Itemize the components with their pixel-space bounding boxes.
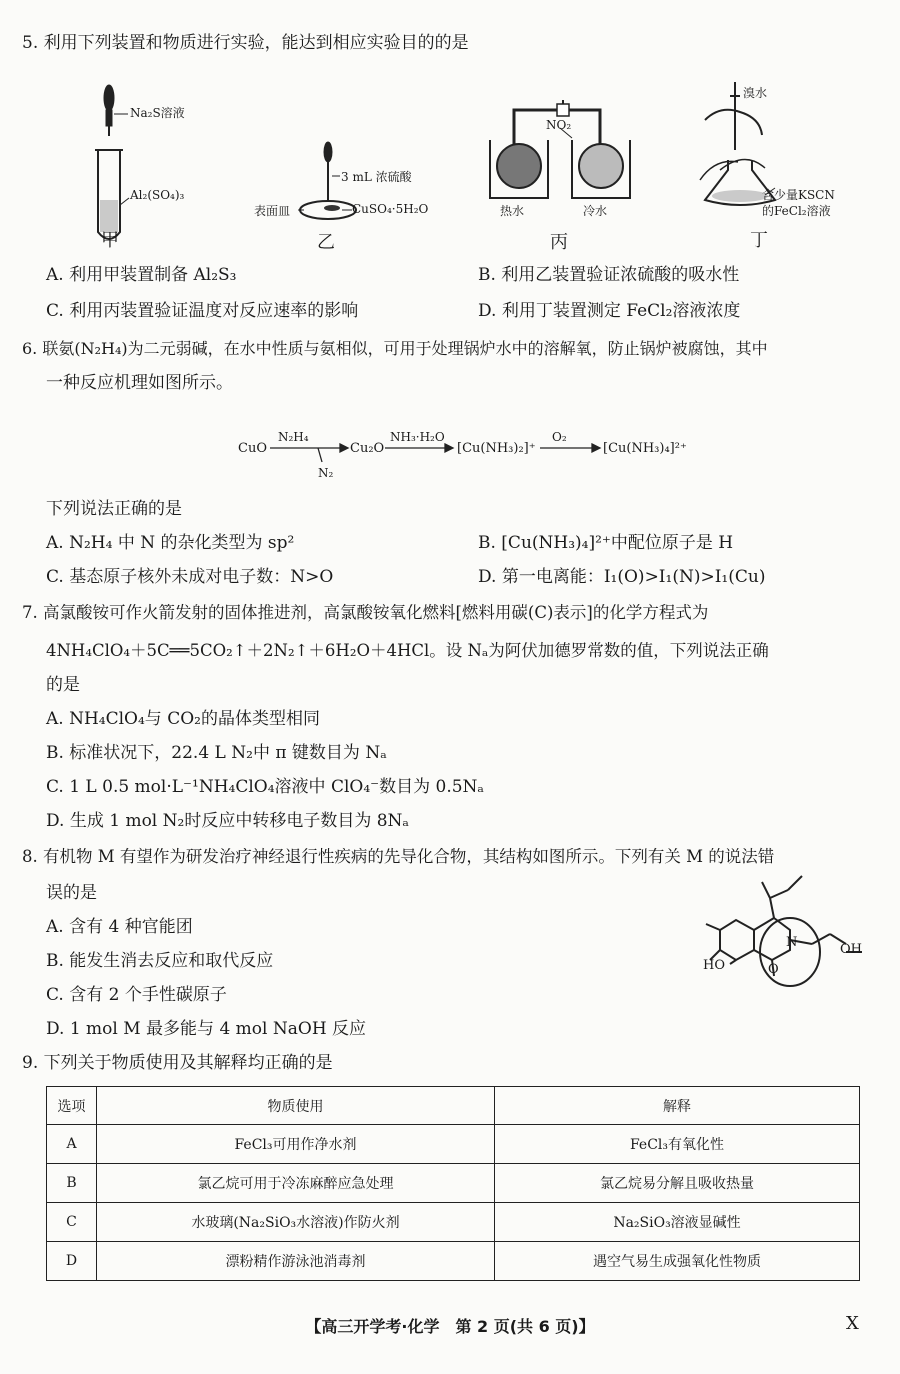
struct-label-n: N: [786, 935, 798, 950]
struct-label-ho: HO: [703, 958, 725, 973]
molecule-m-structure: [690, 868, 870, 998]
mech-species-cuo: CuO: [238, 441, 267, 456]
q6-option-d: D. 第一电离能：I₁(O)>I₁(N)>I₁(Cu): [478, 567, 766, 587]
caption-ding: 丁: [750, 230, 768, 251]
page-mark: X: [846, 1313, 859, 1334]
header-usage: 物质使用: [97, 1087, 495, 1125]
q7-option-b: B. 标准状况下，22.4 L N₂中 π 键数目为 Nₐ: [46, 743, 387, 763]
mech-reagent-o2: O₂: [552, 430, 567, 444]
q7-option-c: C. 1 L 0.5 mol·L⁻¹NH₄ClO₄溶液中 ClO₄⁻数目为 0.5Nₐ: [46, 777, 484, 797]
row-explanation: 氯乙烷易分解且吸收热量: [495, 1164, 860, 1203]
q7-equation-line: 4NH₄ClO₄＋5C══5CO₂↑＋2N₂↑＋6H₂O＋4HCl。设 Nₐ为阿伏加德罗常数的值，下列说法正确: [46, 641, 769, 660]
row-usage: 氯乙烷可用于冷冻麻醉应急处理: [97, 1164, 495, 1203]
row-explanation: FeCl₃有氧化性: [495, 1125, 860, 1164]
label-hot-water: 热水: [500, 204, 525, 218]
q7-stem-line1: 7. 高氯酸铵可作火箭发射的固体推进剂，高氯酸铵氧化燃料[燃料用碳(C)表示]的化学方程式为: [22, 603, 709, 622]
label-cuso4: CuSO₄·5H₂O: [352, 202, 429, 216]
q6-prompt: 下列说法正确的是: [46, 499, 182, 519]
row-usage: 水玻璃(Na₂SiO₃水溶液)作防火剂: [97, 1203, 495, 1242]
hand-icon: [700, 159, 765, 180]
q6-mechanism-diagram: [0, 400, 900, 500]
dropper-icon: [104, 85, 114, 136]
q5-option-a: A. 利用甲装置制备 Al₂S₃: [46, 265, 237, 285]
q6-option-b: B. [Cu(NH₃)₄]²⁺中配位原子是 H: [478, 533, 734, 553]
label-conc-acid: 3 mL 浓硫酸: [341, 170, 412, 184]
row-option: B: [47, 1164, 97, 1203]
label-watch-glass: 表面皿: [254, 204, 291, 218]
q6-option-c: C. 基态原子核外未成对电子数：N>O: [46, 567, 334, 587]
flask-hot-icon: [497, 144, 541, 188]
table-row: [47, 1125, 860, 1164]
mech-species-cu-nh3-4: [Cu(NH₃)₄]²⁺: [603, 441, 687, 456]
mech-byproduct-n2: N₂: [318, 466, 334, 480]
row-option: A: [47, 1125, 97, 1164]
flask-cold-icon: [579, 144, 623, 188]
label-kscn: 含少量KSCN: [762, 188, 835, 202]
caption-bing: 丙: [550, 232, 568, 253]
row-usage: FeCl₃可用作净水剂: [97, 1125, 495, 1164]
q5-option-d: D. 利用丁装置测定 FeCl₂溶液浓度: [478, 301, 741, 321]
acid-dropper-icon: [324, 142, 332, 200]
table-row: [47, 1203, 860, 1242]
q7-option-a: A. NH₄ClO₄与 CO₂的晶体类型相同: [46, 709, 320, 729]
q8-stem-line2: 误的是: [46, 883, 97, 903]
mech-species-cu2o: Cu₂O: [350, 441, 385, 456]
q9-stem: 9. 下列关于物质使用及其解释均正确的是: [22, 1053, 333, 1073]
q8-option-b: B. 能发生消去反应和取代反应: [46, 951, 274, 971]
row-explanation: Na₂SiO₃溶液显碱性: [495, 1203, 860, 1242]
caption-yi: 乙: [317, 232, 335, 253]
q8-stem-line1: 8. 有机物 M 有望作为研发治疗神经退行性疾病的先导化合物，其结构如图所示。下列有关 M 的说法错: [22, 847, 775, 866]
table-row: [47, 1164, 860, 1203]
mech-reagent-n2h4: N₂H₄: [278, 430, 309, 444]
row-usage: 漂粉精作游泳池消毒剂: [97, 1242, 495, 1281]
row-option: C: [47, 1203, 97, 1242]
row-option: D: [47, 1242, 97, 1281]
q8-option-c: C. 含有 2 个手性碳原子: [46, 985, 227, 1005]
header-option: 选项: [47, 1087, 97, 1125]
label-na2s: Na₂S溶液: [130, 106, 185, 120]
label-cold-water: 冷水: [583, 204, 608, 218]
caption-jia: 甲: [101, 230, 119, 251]
q5-stem: 5. 利用下列装置和物质进行实验，能达到相应实验目的的是: [22, 33, 469, 53]
q5-option-c: C. 利用丙装置验证温度对反应速率的影响: [46, 301, 359, 321]
q8-option-a: A. 含有 4 种官能团: [46, 917, 193, 937]
row-explanation: 遇空气易生成强氧化性物质: [495, 1242, 860, 1281]
q5-apparatus-figure: [0, 0, 900, 260]
q6-stem-line1: 6. 联氨(N₂H₄)为二元弱碱，在水中性质与氨相似，可用于处理锅炉水中的溶解氧，防止锅炉被腐蚀，其中: [22, 339, 768, 358]
table-row: [47, 1242, 860, 1281]
q7-option-d: D. 生成 1 mol N₂时反应中转移电子数目为 8Nₐ: [46, 811, 409, 831]
q5-option-b: B. 利用乙装置验证浓硫酸的吸水性: [478, 265, 740, 285]
q6-option-a: A. N₂H₄ 中 N 的杂化类型为 sp²: [46, 533, 295, 553]
label-bromine-water: 溴水: [743, 86, 768, 100]
q7-stem-line3: 的是: [46, 675, 80, 695]
label-no2: NO₂: [546, 118, 572, 132]
q6-stem-line2: 一种反应机理如图所示。: [46, 373, 233, 393]
mech-reagent-nh3h2o: NH₃·H₂O: [390, 430, 445, 444]
mech-species-cu-nh3-2: [Cu(NH₃)₂]⁺: [457, 441, 536, 456]
struct-label-oh: OH: [840, 942, 862, 957]
q9-table: [46, 1086, 860, 1281]
label-fecl2: 的FeCl₂溶液: [762, 204, 831, 218]
q8-option-d: D. 1 mol M 最多能与 4 mol NaOH 反应: [46, 1019, 367, 1039]
table-header-row: [47, 1087, 860, 1125]
label-al2so43: Al₂(SO₄)₃: [130, 188, 185, 202]
page-footer: 【高三开学考·化学 第 2 页(共 6 页)】: [305, 1317, 595, 1336]
struct-label-o: O: [768, 962, 779, 977]
clamp-icon: [557, 104, 569, 116]
header-explanation: 解释: [495, 1087, 860, 1125]
